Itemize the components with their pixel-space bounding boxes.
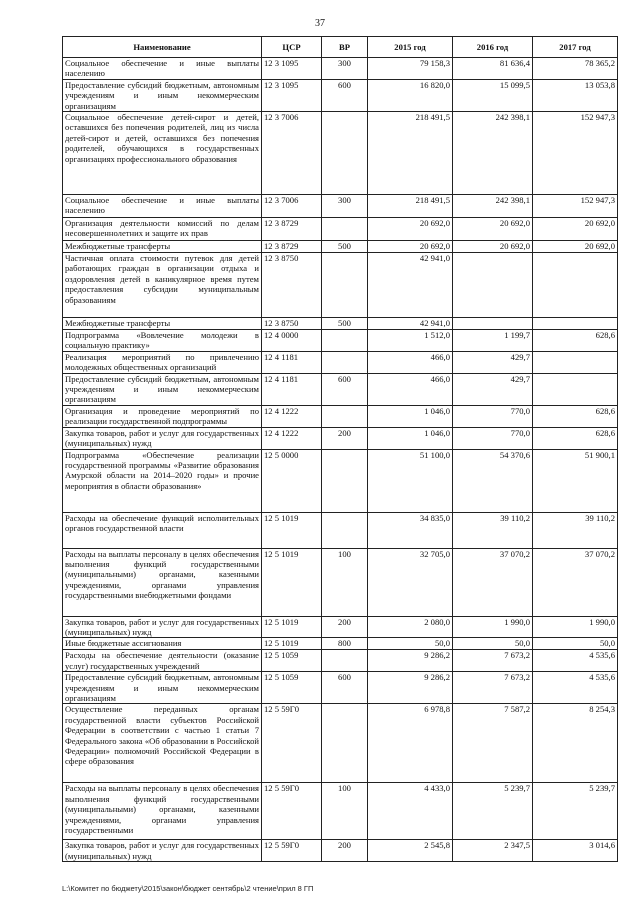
table-row bbox=[63, 58, 618, 80]
table-row bbox=[63, 79, 618, 111]
row-value-2016: 7 673,2 bbox=[453, 672, 533, 704]
row-value-2017: 50,0 bbox=[533, 638, 618, 650]
row-value-2017: 5 239,7 bbox=[533, 783, 618, 840]
row-vr: 300 bbox=[322, 195, 368, 218]
row-value-2016: 39 110,2 bbox=[453, 512, 533, 548]
table-row bbox=[63, 112, 618, 195]
row-value-2015: 2 545,8 bbox=[368, 840, 453, 862]
row-name: Иные бюджетные ассигнования bbox=[63, 638, 262, 650]
header-csr: ЦСР bbox=[262, 37, 322, 58]
row-value-2017: 37 070,2 bbox=[533, 548, 618, 616]
table-row bbox=[63, 405, 618, 427]
table-row bbox=[63, 638, 618, 650]
row-value-2015: 1 046,0 bbox=[368, 405, 453, 427]
page-number: 37 bbox=[315, 18, 325, 29]
table-header-row bbox=[63, 37, 618, 58]
row-csr: 12 5 0000 bbox=[262, 449, 322, 512]
row-csr: 12 3 8729 bbox=[262, 218, 322, 241]
table-row bbox=[63, 840, 618, 862]
row-csr: 12 4 1222 bbox=[262, 427, 322, 449]
table-row bbox=[63, 650, 618, 672]
row-value-2015: 4 433,0 bbox=[368, 783, 453, 840]
row-value-2017: 628,6 bbox=[533, 330, 618, 352]
table-row bbox=[63, 548, 618, 616]
row-value-2016: 429,7 bbox=[453, 373, 533, 405]
table-row bbox=[63, 783, 618, 840]
row-value-2015: 42 941,0 bbox=[368, 318, 453, 330]
row-value-2016: 7 673,2 bbox=[453, 650, 533, 672]
table-row bbox=[63, 427, 618, 449]
row-name: Осуществление переданных органам государственной власти субъектов Российской Федерации в соответствии с частью 1 статьи 7 Федерального закона «Об образовании в Российской Федерации» полномочий Российской Федерации в сфере образования bbox=[63, 704, 262, 783]
row-csr: 12 4 1222 bbox=[262, 405, 322, 427]
row-value-2017 bbox=[533, 318, 618, 330]
row-value-2016: 37 070,2 bbox=[453, 548, 533, 616]
header-2015: 2015 год bbox=[368, 37, 453, 58]
row-value-2017 bbox=[533, 373, 618, 405]
row-csr: 12 3 7006 bbox=[262, 195, 322, 218]
row-value-2016: 54 370,6 bbox=[453, 449, 533, 512]
row-csr: 12 3 8729 bbox=[262, 241, 322, 253]
row-vr: 600 bbox=[322, 672, 368, 704]
row-vr bbox=[322, 512, 368, 548]
row-vr: 200 bbox=[322, 427, 368, 449]
row-value-2017 bbox=[533, 253, 618, 318]
row-value-2016: 7 587,2 bbox=[453, 704, 533, 783]
row-name: Социальное обеспечение и иные выплаты населению bbox=[63, 58, 262, 80]
row-value-2016: 770,0 bbox=[453, 405, 533, 427]
row-vr: 600 bbox=[322, 373, 368, 405]
row-csr: 12 5 59Г0 bbox=[262, 840, 322, 862]
row-value-2017: 20 692,0 bbox=[533, 218, 618, 241]
row-csr: 12 3 7006 bbox=[262, 112, 322, 195]
table-row bbox=[63, 704, 618, 783]
row-name: Расходы на обеспечение деятельности (оказание услуг) государственных учреждений bbox=[63, 650, 262, 672]
row-name: Предоставление субсидий бюджетным, автономным учреждениям и иным некоммерческим организациям bbox=[63, 672, 262, 704]
row-vr bbox=[322, 449, 368, 512]
row-value-2016: 5 239,7 bbox=[453, 783, 533, 840]
row-vr: 200 bbox=[322, 840, 368, 862]
row-value-2017: 39 110,2 bbox=[533, 512, 618, 548]
row-vr: 200 bbox=[322, 616, 368, 638]
row-csr: 12 5 1059 bbox=[262, 650, 322, 672]
row-value-2015: 79 158,3 bbox=[368, 58, 453, 80]
row-vr: 100 bbox=[322, 548, 368, 616]
row-vr bbox=[322, 330, 368, 352]
row-value-2016: 1 199,7 bbox=[453, 330, 533, 352]
row-csr: 12 3 8750 bbox=[262, 318, 322, 330]
row-value-2015: 466,0 bbox=[368, 351, 453, 373]
row-name: Межбюджетные трансферты bbox=[63, 241, 262, 253]
row-value-2017: 628,6 bbox=[533, 405, 618, 427]
row-csr: 12 3 1095 bbox=[262, 58, 322, 80]
row-name: Закупка товаров, работ и услуг для государственных (муниципальных) нужд bbox=[63, 840, 262, 862]
row-value-2017: 13 053,8 bbox=[533, 79, 618, 111]
row-value-2015: 20 692,0 bbox=[368, 241, 453, 253]
table-row bbox=[63, 449, 618, 512]
row-value-2015: 42 941,0 bbox=[368, 253, 453, 318]
row-csr: 12 3 1095 bbox=[262, 79, 322, 111]
row-value-2016: 2 347,5 bbox=[453, 840, 533, 862]
row-value-2017: 8 254,3 bbox=[533, 704, 618, 783]
row-value-2016: 429,7 bbox=[453, 351, 533, 373]
row-csr: 12 5 1019 bbox=[262, 638, 322, 650]
row-value-2015: 50,0 bbox=[368, 638, 453, 650]
row-csr: 12 5 59Г0 bbox=[262, 704, 322, 783]
row-value-2017: 20 692,0 bbox=[533, 241, 618, 253]
row-value-2017: 51 900,1 bbox=[533, 449, 618, 512]
row-value-2015: 1 046,0 bbox=[368, 427, 453, 449]
row-name: Реализация мероприятий по привлечению молодежных общественных организаций bbox=[63, 351, 262, 373]
row-vr bbox=[322, 351, 368, 373]
row-value-2015: 6 978,8 bbox=[368, 704, 453, 783]
row-value-2015: 466,0 bbox=[368, 373, 453, 405]
row-csr: 12 3 8750 bbox=[262, 253, 322, 318]
row-value-2016: 1 990,0 bbox=[453, 616, 533, 638]
row-csr: 12 5 1019 bbox=[262, 616, 322, 638]
row-vr: 300 bbox=[322, 58, 368, 80]
row-name: Расходы на обеспечение функций исполнительных органов государственной власти bbox=[63, 512, 262, 548]
row-name: Организация и проведение мероприятий по реализации государственной подпрограммы bbox=[63, 405, 262, 427]
row-value-2015: 34 835,0 bbox=[368, 512, 453, 548]
row-vr: 800 bbox=[322, 638, 368, 650]
row-name: Закупка товаров, работ и услуг для государственных (муниципальных) нужд bbox=[63, 427, 262, 449]
row-vr bbox=[322, 112, 368, 195]
row-value-2016: 81 636,4 bbox=[453, 58, 533, 80]
row-name: Предоставление субсидий бюджетным, автономным учреждениям и иным некоммерческим организациям bbox=[63, 373, 262, 405]
row-value-2017: 628,6 bbox=[533, 427, 618, 449]
row-vr bbox=[322, 218, 368, 241]
row-vr bbox=[322, 253, 368, 318]
row-csr: 12 5 1019 bbox=[262, 512, 322, 548]
header-2017: 2017 год bbox=[533, 37, 618, 58]
row-csr: 12 5 59Г0 bbox=[262, 783, 322, 840]
row-value-2017: 152 947,3 bbox=[533, 112, 618, 195]
row-name: Социальное обеспечение и иные выплаты населению bbox=[63, 195, 262, 218]
row-value-2016 bbox=[453, 253, 533, 318]
row-vr: 500 bbox=[322, 241, 368, 253]
table-row bbox=[63, 616, 618, 638]
table-row bbox=[63, 318, 618, 330]
row-value-2015: 16 820,0 bbox=[368, 79, 453, 111]
row-value-2015: 9 286,2 bbox=[368, 672, 453, 704]
row-csr: 12 4 1181 bbox=[262, 351, 322, 373]
table-body bbox=[63, 58, 618, 862]
row-value-2017: 4 535,6 bbox=[533, 650, 618, 672]
row-vr bbox=[322, 704, 368, 783]
row-value-2017: 3 014,6 bbox=[533, 840, 618, 862]
table-row bbox=[63, 330, 618, 352]
header-name: Наименование bbox=[63, 37, 262, 58]
row-value-2015: 218 491,5 bbox=[368, 112, 453, 195]
row-value-2017: 78 365,2 bbox=[533, 58, 618, 80]
row-csr: 12 4 0000 bbox=[262, 330, 322, 352]
row-name: Подпрограмма «Обеспечение реализации государственной программы «Развитие образования Амурской области на 2014–2020 годы» и прочие мероприятия в области образования» bbox=[63, 449, 262, 512]
row-name: Частичная оплата стоимости путевок для детей работающих граждан в организации отдыха и оздоровления детей в каникулярное время путем предоставления субсидии муниципальным образованиям bbox=[63, 253, 262, 318]
row-name: Подпрограмма «Вовлечение молодежи в социальную практику» bbox=[63, 330, 262, 352]
row-name: Организация деятельности комиссий по делам несовершеннолетних и защите их прав bbox=[63, 218, 262, 241]
table-row bbox=[63, 512, 618, 548]
table-row bbox=[63, 351, 618, 373]
table-row bbox=[63, 218, 618, 241]
row-value-2016: 242 398,1 bbox=[453, 112, 533, 195]
row-value-2015: 51 100,0 bbox=[368, 449, 453, 512]
row-csr: 12 4 1181 bbox=[262, 373, 322, 405]
row-csr: 12 5 1019 bbox=[262, 548, 322, 616]
row-vr: 600 bbox=[322, 79, 368, 111]
row-value-2017: 152 947,3 bbox=[533, 195, 618, 218]
row-name: Расходы на выплаты персоналу в целях обеспечения выполнения функций государственными (муниципальными) органами, казенными учреждениями, органами управления государственными внебюджетными фондами bbox=[63, 548, 262, 616]
row-value-2016 bbox=[453, 318, 533, 330]
row-csr: 12 5 1059 bbox=[262, 672, 322, 704]
row-vr bbox=[322, 650, 368, 672]
row-value-2016: 15 099,5 bbox=[453, 79, 533, 111]
row-value-2015: 9 286,2 bbox=[368, 650, 453, 672]
row-value-2016: 20 692,0 bbox=[453, 241, 533, 253]
row-value-2015: 20 692,0 bbox=[368, 218, 453, 241]
row-value-2015: 2 080,0 bbox=[368, 616, 453, 638]
row-name: Расходы на выплаты персоналу в целях обеспечения выполнения функций государственными (муниципальными) органами, казенными учреждениями, органами управления государственными bbox=[63, 783, 262, 840]
table-row bbox=[63, 195, 618, 218]
row-value-2016: 50,0 bbox=[453, 638, 533, 650]
row-vr: 100 bbox=[322, 783, 368, 840]
row-value-2016: 20 692,0 bbox=[453, 218, 533, 241]
table-row bbox=[63, 253, 618, 318]
row-value-2015: 1 512,0 bbox=[368, 330, 453, 352]
table-row bbox=[63, 373, 618, 405]
row-vr bbox=[322, 405, 368, 427]
row-name: Социальное обеспечение детей-сирот и детей, оставшихся без попечения родителей, лиц из числа детей-сирот и детей, оставшихся без попечения родителей, обучающихся в государственных организациях профессионального образования bbox=[63, 112, 262, 195]
row-value-2016: 242 398,1 bbox=[453, 195, 533, 218]
row-name: Предоставление субсидий бюджетным, автономным учреждениям и иным некоммерческим организациям bbox=[63, 79, 262, 111]
header-2016: 2016 год bbox=[453, 37, 533, 58]
file-path-footer: L:\Комитет по бюджету\2015\закон\бюджет сентябрь\2 чтение\прил 8 ГП bbox=[62, 884, 314, 893]
row-value-2015: 218 491,5 bbox=[368, 195, 453, 218]
row-name: Закупка товаров, работ и услуг для государственных (муниципальных) нужд bbox=[63, 616, 262, 638]
row-vr: 500 bbox=[322, 318, 368, 330]
row-value-2016: 770,0 bbox=[453, 427, 533, 449]
row-value-2015: 32 705,0 bbox=[368, 548, 453, 616]
row-name: Межбюджетные трансферты bbox=[63, 318, 262, 330]
row-value-2017: 4 535,6 bbox=[533, 672, 618, 704]
row-value-2017: 1 990,0 bbox=[533, 616, 618, 638]
table-row bbox=[63, 241, 618, 253]
table-row bbox=[63, 672, 618, 704]
row-value-2017 bbox=[533, 351, 618, 373]
header-vr: ВР bbox=[322, 37, 368, 58]
budget-table bbox=[62, 36, 618, 862]
